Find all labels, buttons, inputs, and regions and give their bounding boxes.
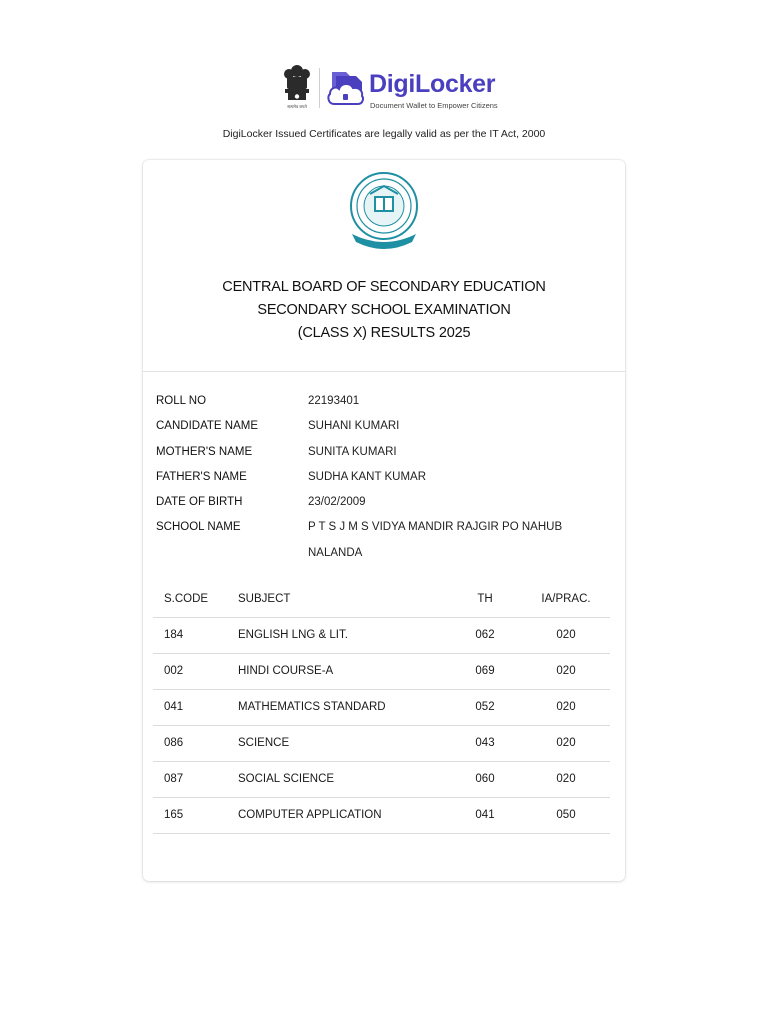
school-name-value: P T S J M S VIDYA MANDIR RAJGIR PO NAHUB NALANDA <box>308 521 563 559</box>
father-name-row <box>156 465 616 490</box>
father-name-label: FATHER'S NAME <box>156 470 247 483</box>
result-certificate-card <box>143 160 625 881</box>
candidate-name-row <box>156 414 616 439</box>
title-line-exam: SECONDARY SCHOOL EXAMINATION <box>257 302 511 318</box>
table-row <box>153 762 610 798</box>
subject-name: COMPUTER APPLICATION <box>238 809 382 821</box>
school-name-label: SCHOOL NAME <box>156 521 241 534</box>
digilocker-tagline: Document Wallet to Empower Citizens <box>370 101 498 110</box>
section-divider <box>143 371 625 372</box>
subject-name: SOCIAL SCIENCE <box>238 773 335 785</box>
internal-marks: 020 <box>556 665 576 677</box>
mother-name-label: MOTHER'S NAME <box>156 445 253 458</box>
header-subject-code: S.CODE <box>164 593 209 605</box>
subject-code: 184 <box>164 629 184 641</box>
roll-no-value: 22193401 <box>308 395 360 407</box>
subject-code: 041 <box>164 701 184 713</box>
dob-label: DATE OF BIRTH <box>156 496 243 509</box>
table-row <box>153 726 610 762</box>
digilocker-header <box>0 62 768 114</box>
subject-name: ENGLISH LNG & LIT. <box>238 629 348 641</box>
school-name-row <box>156 515 616 566</box>
candidate-name-value: SUHANI KUMARI <box>308 420 400 433</box>
theory-marks: 043 <box>475 737 495 749</box>
table-row <box>153 618 610 654</box>
father-name-value: SUDHA KANT KUMAR <box>308 470 427 483</box>
theory-marks: 069 <box>475 665 495 677</box>
internal-marks: 020 <box>556 737 576 749</box>
subject-name: SCIENCE <box>238 737 290 749</box>
header-divider <box>319 68 320 108</box>
legal-validity-note: DigiLocker Issued Certificates are legally valid as per the IT Act, 2000 <box>222 128 546 140</box>
theory-marks: 041 <box>475 809 495 821</box>
title-line-results: (CLASS X) RESULTS 2025 <box>297 325 471 341</box>
theory-marks: 060 <box>475 773 495 785</box>
header-internal-practical: IA/PRAC. <box>541 593 591 605</box>
internal-marks: 020 <box>556 773 576 785</box>
internal-marks: 050 <box>556 809 576 821</box>
table-row <box>153 654 610 690</box>
subject-code: 165 <box>164 809 184 821</box>
theory-marks: 062 <box>475 629 495 641</box>
subject-code: 086 <box>164 737 184 749</box>
roll-no-row <box>156 389 616 414</box>
marks-table-header <box>153 583 610 618</box>
certificate-title <box>143 276 625 345</box>
emblem-caption: सत्यमेव जयते <box>287 104 307 109</box>
dob-value: 23/02/2009 <box>308 496 366 509</box>
header-subject: SUBJECT <box>238 593 291 605</box>
mother-name-row <box>156 440 616 465</box>
digilocker-logo-icon <box>326 68 366 110</box>
digilocker-brand-name: DigiLocker <box>369 70 496 98</box>
roll-no-label: ROLL NO <box>156 395 207 407</box>
table-row <box>153 798 610 834</box>
candidate-name-label: CANDIDATE NAME <box>156 420 259 433</box>
internal-marks: 020 <box>556 701 576 713</box>
subject-name: MATHEMATICS STANDARD <box>238 701 386 713</box>
subject-code: 087 <box>164 773 184 785</box>
cbse-seal-icon <box>346 170 422 256</box>
dob-row <box>156 490 616 515</box>
candidate-details <box>156 389 616 566</box>
title-line-board: CENTRAL BOARD OF SECONDARY EDUCATION <box>222 279 546 295</box>
table-row <box>153 690 610 726</box>
header-theory: TH <box>477 593 493 605</box>
theory-marks: 052 <box>475 701 495 713</box>
internal-marks: 020 <box>556 629 576 641</box>
mother-name-value: SUNITA KUMARI <box>308 445 397 458</box>
subject-name: HINDI COURSE-A <box>238 665 334 677</box>
subject-code: 002 <box>164 665 184 677</box>
marks-table <box>153 583 610 834</box>
